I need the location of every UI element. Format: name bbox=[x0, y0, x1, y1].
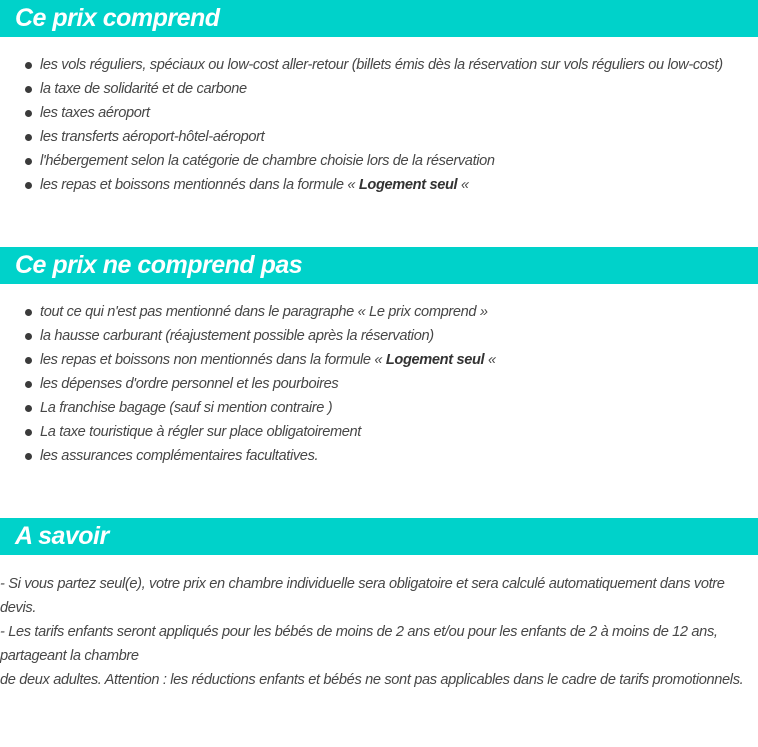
bullet-icon bbox=[25, 158, 32, 165]
list-item: les vols réguliers, spéciaux ou low-cost aller-retour (billets émis dès la réservation sur vols réguliers ou low-cost) bbox=[0, 53, 758, 77]
bullet-icon bbox=[25, 333, 32, 340]
info-line: de deux adultes. Attention : les réductions enfants et bébés ne sont pas applicables dans le cadre de tarifs promotionnels. bbox=[0, 672, 744, 688]
section-header bbox=[0, 247, 758, 284]
formula-name: Logement seul bbox=[385, 352, 485, 368]
section-header bbox=[0, 0, 758, 37]
section-title: A savoir bbox=[15, 522, 109, 550]
section-price-includes bbox=[0, 0, 758, 197]
bullet-icon bbox=[25, 453, 32, 460]
list-item: La franchise bagage (sauf si mention contraire ) bbox=[0, 396, 758, 420]
excluded-list bbox=[0, 284, 758, 468]
list-item: les repas et boissons mentionnés dans la formule « Logement seul « bbox=[0, 173, 758, 197]
info-line: - Les tarifs enfants seront appliqués pour les bébés de moins de 2 ans et/ou pour les enfants de 2 à moins de 12 ans, partageant la chambre bbox=[0, 624, 718, 664]
list-item: la hausse carburant (réajustement possible après la réservation) bbox=[0, 324, 758, 348]
bullet-icon bbox=[25, 405, 32, 412]
list-item: les taxes aéroport bbox=[0, 101, 758, 125]
section-header bbox=[0, 518, 758, 555]
list-item: les assurances complémentaires facultatives. bbox=[0, 444, 758, 468]
list-item: les transferts aéroport-hôtel-aéroport bbox=[0, 125, 758, 149]
bullet-icon bbox=[25, 357, 32, 364]
list-item: les repas et boissons non mentionnés dans la formule « Logement seul « bbox=[0, 348, 758, 372]
formula-name: Logement seul bbox=[358, 177, 458, 193]
bullet-icon bbox=[25, 429, 32, 436]
included-list bbox=[0, 37, 758, 197]
section-good-to-know bbox=[0, 518, 758, 692]
list-item: la taxe de solidarité et de carbone bbox=[0, 77, 758, 101]
bullet-icon bbox=[25, 62, 32, 69]
bullet-icon bbox=[25, 134, 32, 141]
list-item: tout ce qui n'est pas mentionné dans le paragraphe « Le prix comprend » bbox=[0, 300, 758, 324]
info-line: - Si vous partez seul(e), votre prix en chambre individuelle sera obligatoire et sera calculé automatiquement dans votre devis. bbox=[0, 576, 725, 616]
bullet-icon bbox=[25, 381, 32, 388]
bullet-icon bbox=[25, 110, 32, 117]
info-paragraph bbox=[0, 555, 758, 692]
bullet-icon bbox=[25, 309, 32, 316]
bullet-icon bbox=[25, 86, 32, 93]
bullet-icon bbox=[25, 182, 32, 189]
list-item: l'hébergement selon la catégorie de chambre choisie lors de la réservation bbox=[0, 149, 758, 173]
section-title: Ce prix ne comprend pas bbox=[15, 251, 303, 279]
list-item: les dépenses d'ordre personnel et les pourboires bbox=[0, 372, 758, 396]
section-price-excludes bbox=[0, 247, 758, 468]
section-title: Ce prix comprend bbox=[15, 4, 220, 32]
list-item: La taxe touristique à régler sur place obligatoirement bbox=[0, 420, 758, 444]
